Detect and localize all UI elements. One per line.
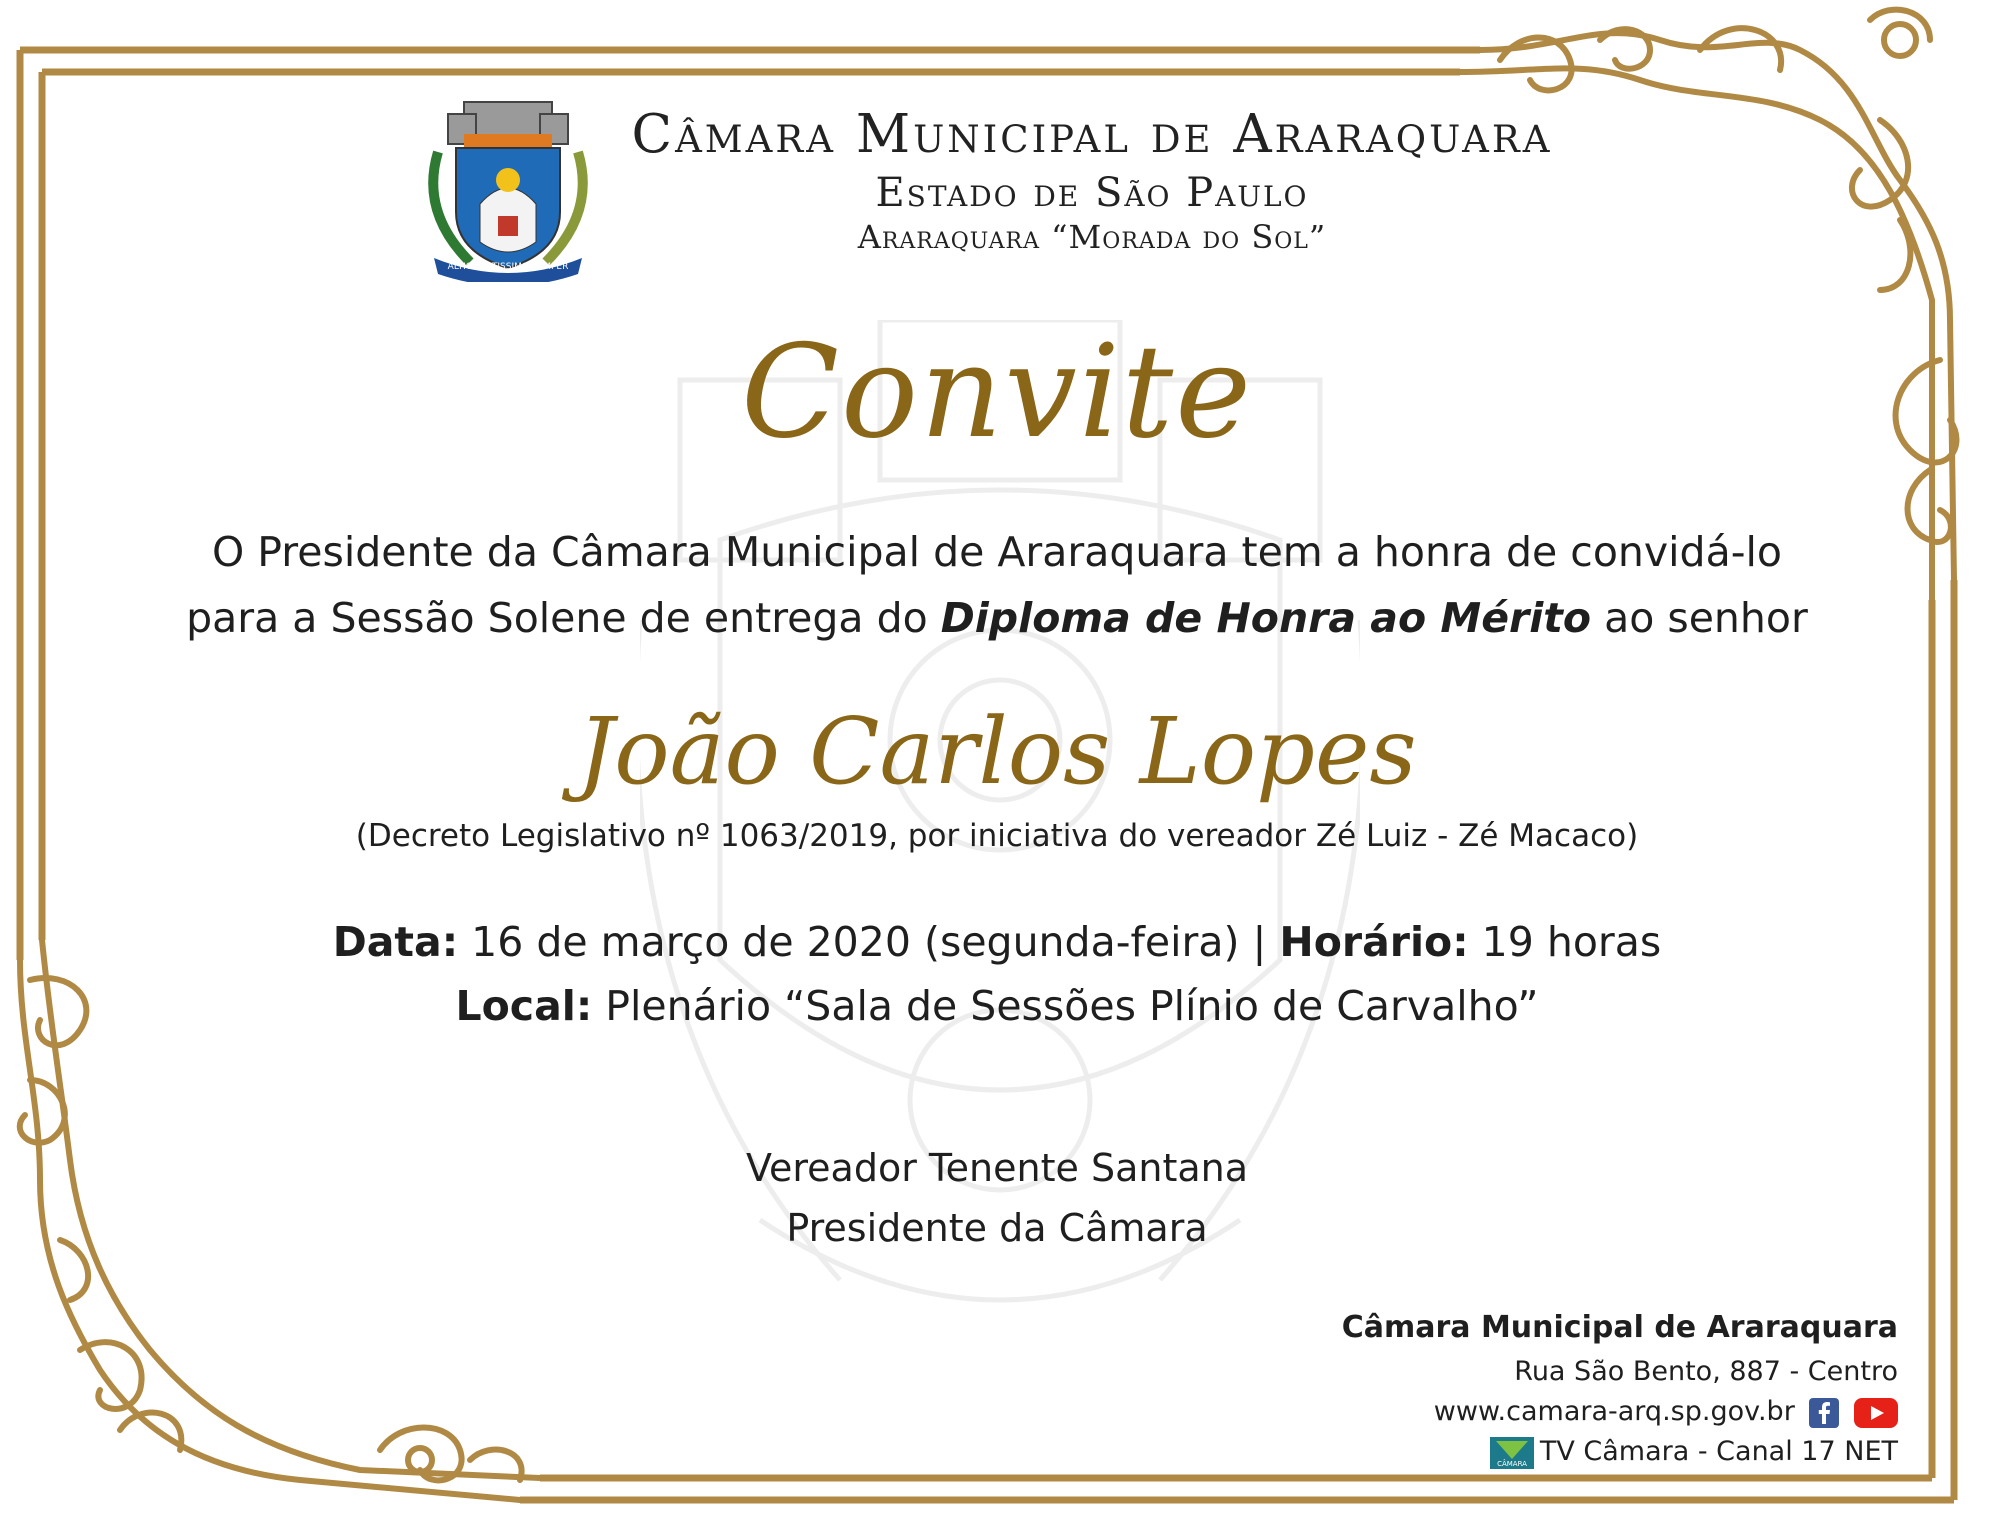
time-value: 19 horas bbox=[1468, 918, 1662, 966]
footer-org: Câmara Municipal de Araraquara bbox=[1341, 1310, 1898, 1345]
crest-motto: ALTIOR ALTISSIMO SEMPER bbox=[447, 262, 569, 272]
footer-website[interactable]: www.camara-arq.sp.gov.br bbox=[1433, 1396, 1795, 1427]
tv-logo-text: CÂMARA bbox=[1496, 1459, 1527, 1468]
time-label: Horário: bbox=[1279, 918, 1469, 966]
date-label: Data: bbox=[332, 918, 459, 966]
signer-role: Presidente da Câmara bbox=[786, 1206, 1208, 1250]
invitation-text-line2-before: para a Sessão Solene de entrega do bbox=[186, 594, 941, 642]
tv-camara-logo bbox=[1490, 1437, 1534, 1469]
place-value: Plenário “Sala de Sessões Plínio de Carvalho” bbox=[592, 982, 1539, 1030]
header-motto: Araraquara “Morada do Sol” bbox=[857, 218, 1327, 256]
footer-tv: TV Câmara - Canal 17 NET bbox=[1539, 1436, 1898, 1467]
header-title: Câmara Municipal de Araraquara bbox=[631, 104, 1553, 165]
invitation-text-line2 bbox=[0, 594, 1994, 642]
facebook-icon[interactable] bbox=[1809, 1398, 1839, 1428]
invitation-title: Convite bbox=[741, 318, 1253, 467]
header-state: Estado de São Paulo bbox=[875, 170, 1309, 216]
footer-website-row bbox=[1434, 1396, 1898, 1428]
decree-note: (Decreto Legislativo nº 1063/2019, por iniciativa do vereador Zé Luiz - Zé Macaco) bbox=[355, 818, 1639, 854]
youtube-icon[interactable] bbox=[1854, 1398, 1898, 1428]
date-value: 16 de março de 2020 (segunda-feira) | bbox=[458, 918, 1280, 966]
diploma-name: Diploma de Honra ao Mérito bbox=[940, 594, 1592, 642]
araraquara-crest-logo bbox=[420, 92, 596, 282]
invitation-text-line2-after: ao senhor bbox=[1591, 594, 1808, 642]
honoree-name: João Carlos Lopes bbox=[577, 698, 1417, 805]
signer-name: Vereador Tenente Santana bbox=[745, 1146, 1249, 1190]
invitation-text-line1: O Presidente da Câmara Municipal de Araraquara tem a honra de convidá-lo bbox=[212, 528, 1782, 576]
footer-address: Rua São Bento, 887 - Centro bbox=[1514, 1356, 1898, 1387]
date-time-line bbox=[0, 918, 1994, 966]
place-label: Local: bbox=[455, 982, 593, 1030]
place-line bbox=[0, 982, 1994, 1030]
footer-tv-row bbox=[1490, 1436, 1898, 1469]
